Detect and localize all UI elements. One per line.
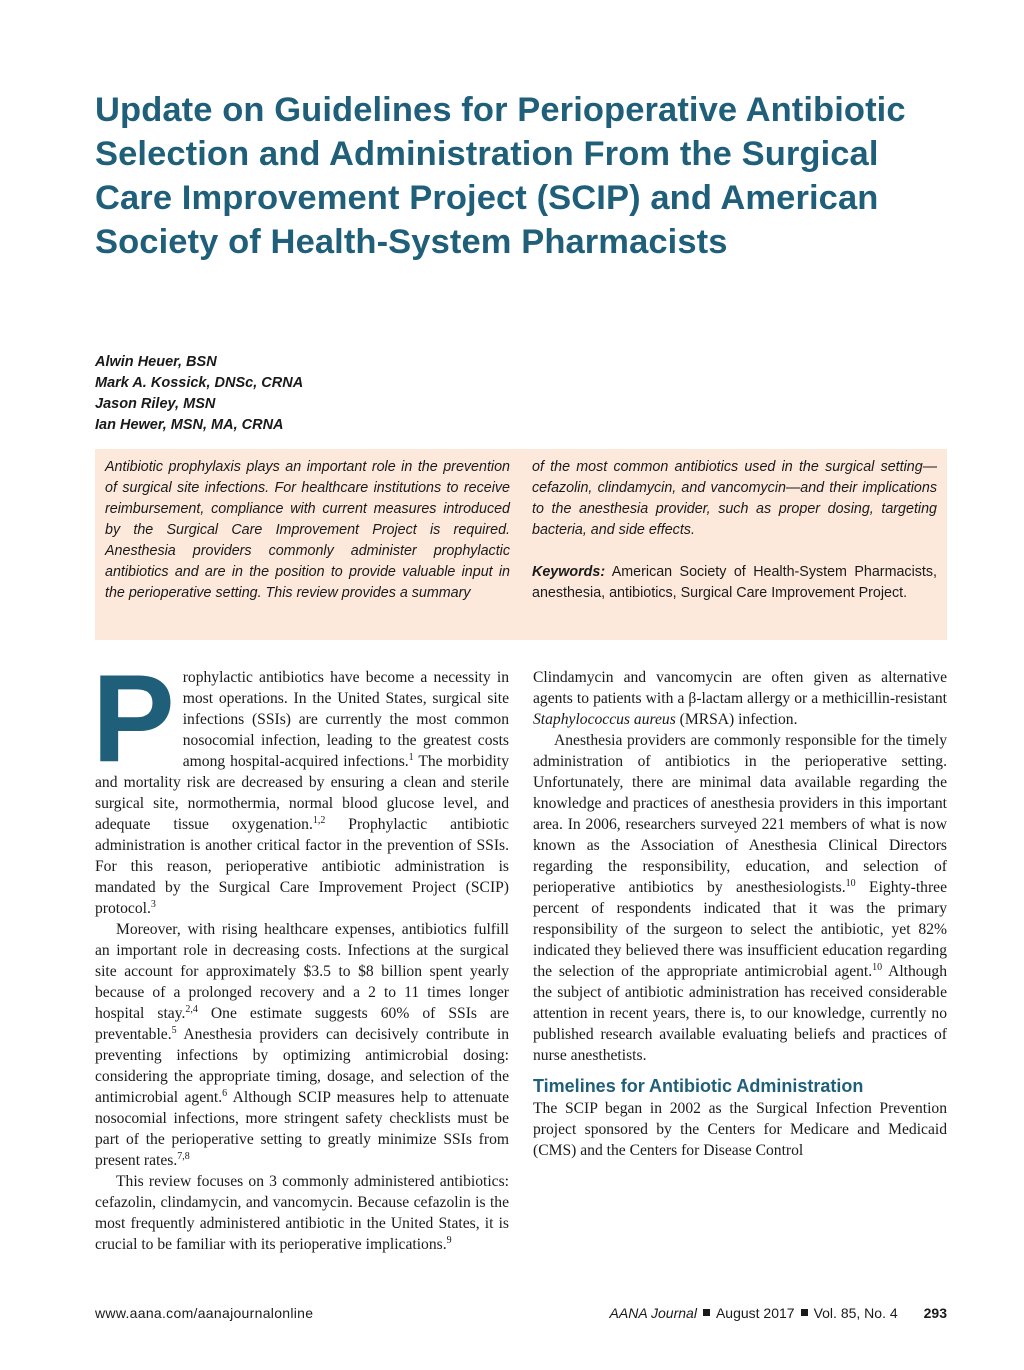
- paragraph-text: This review focuses on 3 commonly administered antibiotics: cefazolin, clindamycin, and vancomycin. Because cefazolin is the most frequently administered antibiotic in the United States, it is crucial to be familiar with its perioperative implications.: [95, 1173, 509, 1253]
- journal-info: [610, 1305, 947, 1321]
- volume-number: Vol. 85, No. 4: [813, 1305, 898, 1321]
- citation: 1,2: [312, 815, 326, 826]
- abstract-right-column: [532, 457, 937, 640]
- body-column-left: [92, 650, 510, 1255]
- paragraph-text: Moreover, with rising healthcare expenses, antibiotics fulfill an important role in decreasing costs. Infections at the surgical site account for approximately $3.5 to $8 billion spent yearly because of a prolonged recovery and a 2 to 11 times longer hospital stay.: [95, 921, 509, 1022]
- keywords-label: Keywords:: [532, 564, 606, 580]
- article-title: Update on Guidelines for Perioperative Antibiotic Selection and Administration From the Surgical Care Improvement Project (SCIP) and American Society of Health-System Pharmacists: [95, 91, 906, 261]
- section-heading: Timelines for Antibiotic Administration: [533, 1076, 864, 1096]
- citation: 10: [845, 878, 856, 889]
- author-name: Alwin Heuer, BSN: [95, 354, 217, 370]
- abstract-box: [95, 449, 947, 640]
- paragraph-text: The morbidity and mortality risk are decreased by ensuring a clean and sterile surgical site, normothermia, normal blood glucose level, and adequate tissue oxygenation.: [95, 753, 509, 833]
- author-list: [95, 352, 303, 436]
- abstract-text-right: of the most common antibiotics used in the surgical setting—cefazolin, clindamycin, and vancomycin—and their implications to the anesthesia provider, such as proper dosing, targeting bacteria, and side effects.: [532, 459, 937, 538]
- author-name: Jason Riley, MSN: [95, 396, 216, 412]
- body-paragraph: [95, 919, 509, 1171]
- organism-name: Staphylococcus aureus: [533, 711, 676, 728]
- citation: 3: [150, 899, 156, 910]
- citation: 7,8: [177, 1151, 190, 1162]
- abstract-text-left: Antibiotic prophylaxis plays an important role in the prevention of surgical site infections. For healthcare institutions to receive reimbursement, compliance with current measures introduced by the Surgical Care Improvement Project is required. Anesthesia providers commonly administer prophylactic antibiotics and are in the position to provide valuable input in the perioperative setting. This review provides a summary: [105, 459, 510, 601]
- author-name: Mark A. Kossick, DNSc, CRNA: [95, 375, 304, 391]
- keywords-text: American Society of Health-System Pharmacists, anesthesia, antibiotics, Surgical Care Improvement Project.: [532, 564, 937, 601]
- citation: 6: [222, 1088, 228, 1099]
- citation: 9: [446, 1235, 452, 1246]
- body-paragraph-continued: [533, 667, 947, 730]
- square-bullet-icon: [801, 1309, 808, 1316]
- journal-name: AANA Journal: [609, 1305, 697, 1321]
- body-column-right: [533, 667, 947, 1161]
- paragraph-text: Clindamycin and vancomycin are often given as alternative agents to patients with a β-lactam allergy or a methicillin-resistant: [533, 669, 947, 707]
- citation: 10: [872, 962, 883, 973]
- citation: 5: [171, 1025, 177, 1036]
- author-name: Ian Hewer, MSN, MA, CRNA: [95, 417, 284, 433]
- body-paragraph: [533, 730, 947, 1066]
- citation: 1: [408, 752, 414, 763]
- page-footer: [95, 1305, 947, 1325]
- square-bullet-icon: [703, 1309, 710, 1316]
- paragraph-text: (MRSA) infection.: [675, 711, 798, 728]
- paragraph-text: Although the subject of antibiotic administration has received considerable attention in recent years, there is, to our knowledge, currently no published research available evaluating beliefs and practices of nurse anesthetists.: [533, 963, 947, 1064]
- paragraph-text: Anesthesia providers are commonly responsible for the timely administration of antibiotics in the perioperative setting. Unfortunately, there are minimal data available regarding the knowledge and practices of anesthesia providers in this important area. In 2006, researchers surveyed 221 members of what is now known as the Association of Anesthesia Clinical Directors regarding the responsibility, education, and selection of perioperative antibiotics by anesthesiologists.: [533, 732, 947, 896]
- paragraph-text: One estimate suggests 60% of SSIs are preventable.: [95, 1005, 510, 1043]
- drop-cap: P: [92, 650, 175, 788]
- issue-date: August 2017: [715, 1305, 795, 1321]
- body-paragraph: [95, 1171, 509, 1255]
- page-number: 293: [923, 1305, 947, 1321]
- paragraph-text: Eighty-three percent of respondents indicated that it was the primary responsibility of the surgeon to select the antibiotic, yet 82% indicated they believed there was insufficient education regarding the selection of the appropriate antimicrobial agent.: [533, 879, 947, 980]
- paragraph-text: rophylactic antibiotics have become a necessity in most operations. In the United States, surgical site infections (SSIs) are currently the most common nosocomial infection, leading to the greatest costs among hospital-acquired infections.: [182, 669, 509, 770]
- citation: 2,4: [185, 1004, 198, 1015]
- paragraph-text: Anesthesia providers can decisively contribute in preventing infections by optimizing antimicrobial dosing: considering the appropriate timing, dosage, and selection of the antimicrobial agent.: [95, 1026, 509, 1106]
- paragraph-text: Although SCIP measures help to attenuate nosocomial infections, more stringent safety checklists must be part of the perioperative setting to greatly minimize SSIs from present rates.: [95, 1089, 509, 1169]
- journal-url: www.aana.com/aanajournalonline: [95, 1305, 314, 1321]
- body-paragraph: [92, 650, 509, 919]
- keywords: [532, 562, 937, 604]
- body-paragraph: The SCIP began in 2002 as the Surgical Infection Prevention project sponsored by the Centers for Medicare and Medicaid (CMS) and the Centers for Disease Control: [533, 1100, 947, 1159]
- paragraph-text: Prophylactic antibiotic administration is another critical factor in the prevention of SSIs. For this reason, perioperative antibiotic administration is mandated by the Surgical Care Improvement Project (SCIP) protocol.: [95, 816, 509, 917]
- abstract-left-column: [105, 457, 510, 640]
